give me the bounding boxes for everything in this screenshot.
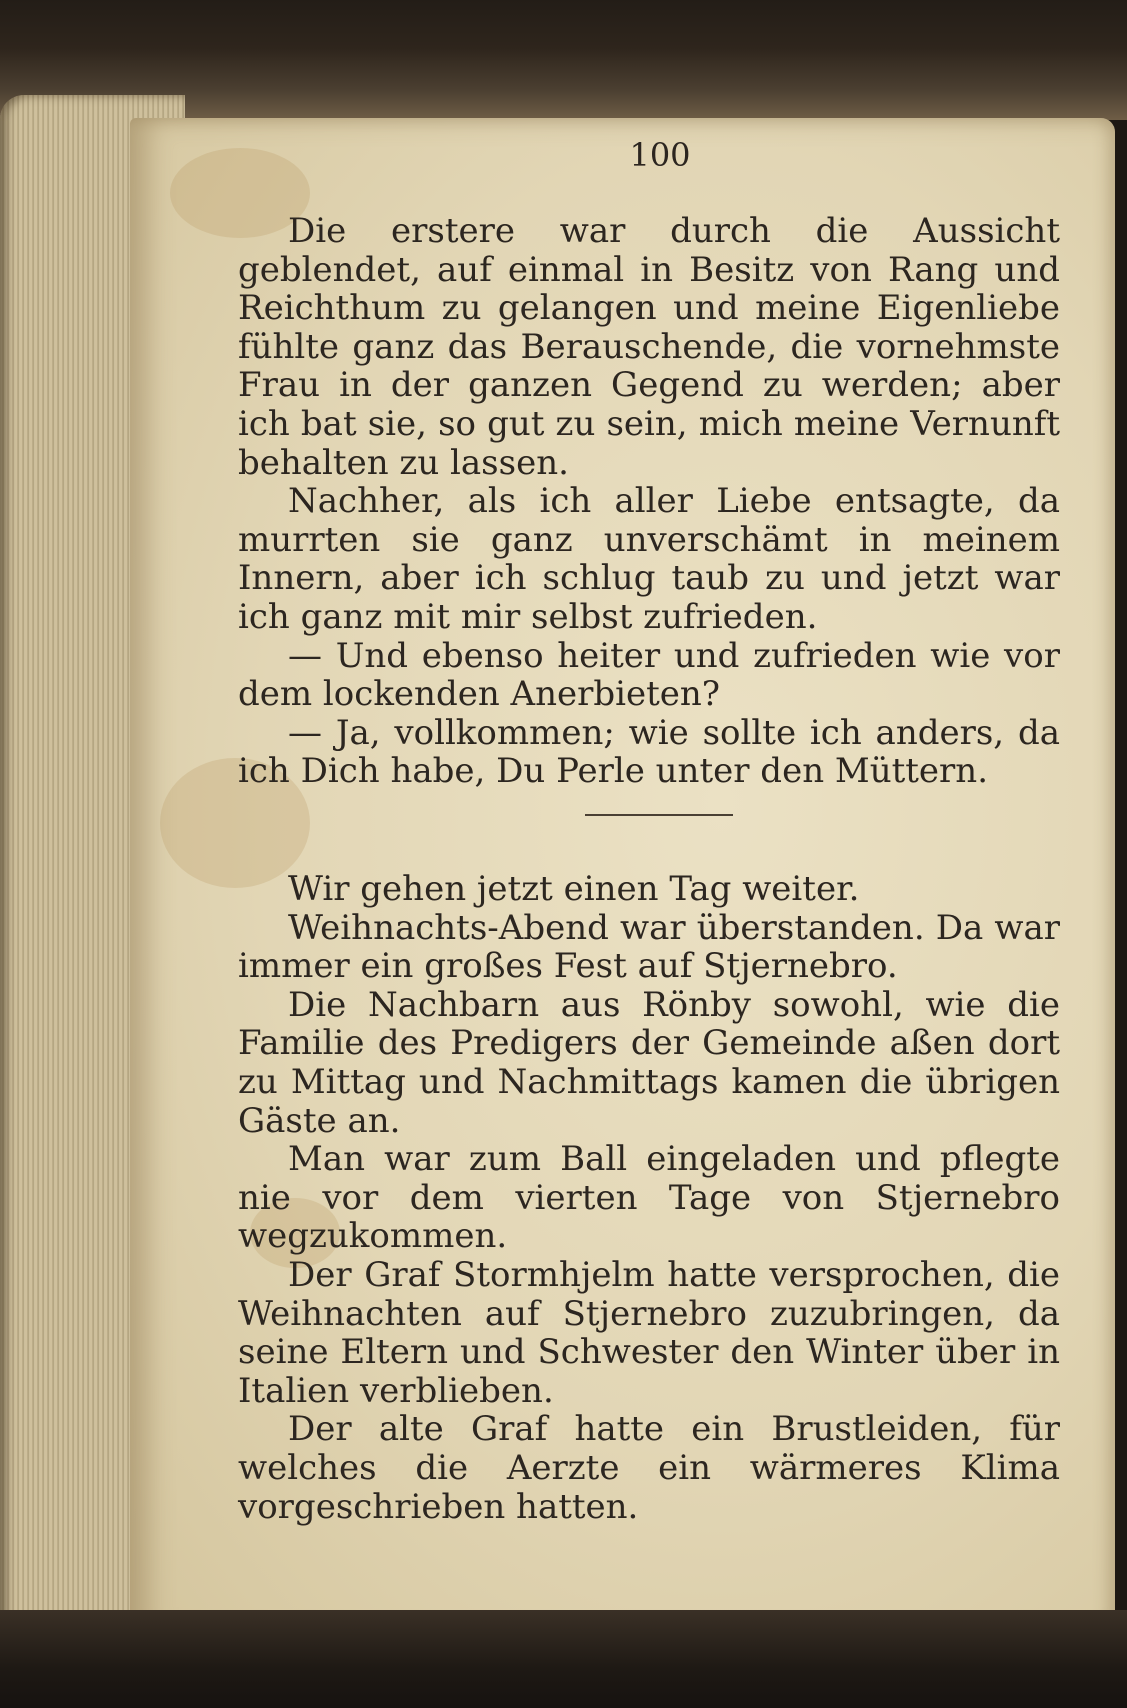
page-number: 100	[629, 136, 691, 174]
paragraph: Der alte Graf hatte ein Brustleiden, für welches die Aerzte ein wärmeres Klima vorgeschrieben hatten.	[238, 1409, 1060, 1527]
paragraph: Wir gehen jetzt einen Tag weiter.	[288, 869, 860, 909]
paragraph: Die erstere war durch die Aussicht geblendet, auf einmal in Besitz von Rang und Reichthum zu gelangen und meine Eigenliebe fühlte ganz das Berauschende, die vornehmste Frau in der ganzen Gegend zu werden; aber ich bat sie, so gut zu sein, mich meine Vernunft behalten zu lassen.	[238, 211, 1060, 483]
paragraph: Nachher, als ich aller Liebe entsagte, da murrten sie ganz unverschämt in meinem Innern, aber ich schlug taub zu und jetzt war ich ganz mit mir selbst zufrieden.	[238, 481, 1060, 637]
paragraph: Weihnachts-Abend war überstanden. Da war immer ein großes Fest auf Stjernebro.	[238, 907, 1060, 987]
paragraph: Man war zum Ball eingeladen und pflegte nie vor dem vierten Tage von Stjernebro wegzukommen.	[238, 1139, 1060, 1257]
text-section-1	[238, 212, 1060, 791]
paragraph: — Und ebenso heiter und zufrieden wie vor dem lockenden Anerbieten?	[238, 635, 1060, 715]
paragraph: — Ja, vollkommen; wie sollte ich anders, da ich Dich habe, Du Perle unter den Müttern.	[238, 712, 1060, 792]
paragraph: Der Graf Stormhjelm hatte versprochen, die Weihnachten auf Stjernebro zuzubringen, da seine Eltern und Schwester den Winter über in Italien verblieben.	[238, 1254, 1060, 1411]
text-section-2	[238, 870, 1060, 1526]
book-cover-bottom	[0, 1610, 1127, 1708]
paragraph: Die Nachbarn aus Rönby sowohl, wie die Familie des Predigers der Gemeinde aßen dort zu Mittag und Nachmittags kamen die übrigen Gäste an.	[238, 984, 1060, 1141]
section-divider	[585, 814, 733, 816]
